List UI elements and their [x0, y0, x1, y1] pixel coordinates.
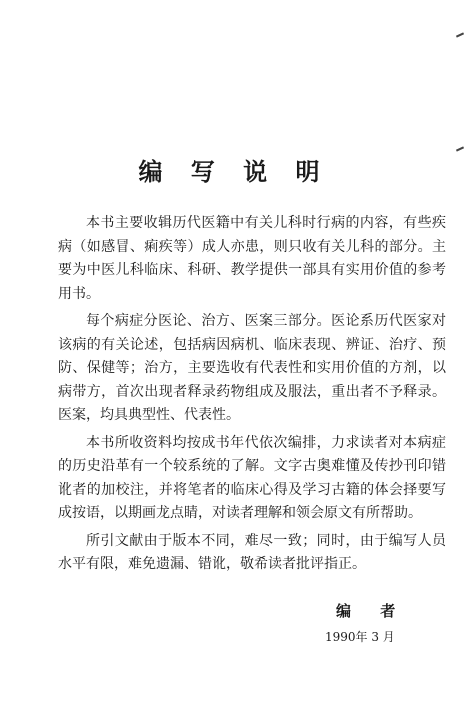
paragraph: 每个病症分医论、治方、医案三部分。医论系历代医家对该病的有关论述，包括病因病机、临床表现、辨证、治疗、预防、保健等；治方，主要选收有代表性和实用价值的方剂，以病带方，首次出现者释录药物组成及服法，重出者不予释录。医案，均具典型性、代表性。	[58, 313, 446, 423]
paragraph: 本书主要收辑历代医籍中有关儿科时行病的内容，有些疾病（如感冒、痢疾等）成人亦患，则只收有关儿科的部分。主要为中医儿科临床、科研、教学提供一部具有实用价值的参考用书。	[58, 215, 446, 302]
scan-edge-mark	[456, 32, 464, 37]
date: 1990年 3 月	[325, 630, 395, 644]
paragraph: 所引文献由于版本不同，难尽一致；同时，由于编写人员水平有限，难免遗漏、错讹，敬希读者批评指正。	[58, 532, 446, 572]
paragraph: 本书所收资料均按成书年代依次编排，力求读者对本病症的历史沿革有一个较系统的了解。文字古奥难懂及传抄刊印错讹者的加校注，并将笔者的临床心得及学习古籍的体会择要写成按语，以期画龙点睛，对读者理解和领会原文有所帮助。	[58, 434, 446, 521]
page-title: 编 写 说 明	[138, 157, 330, 186]
body-text	[58, 212, 446, 581]
scan-edge-mark	[456, 146, 464, 151]
signature: 编 者	[336, 602, 408, 620]
